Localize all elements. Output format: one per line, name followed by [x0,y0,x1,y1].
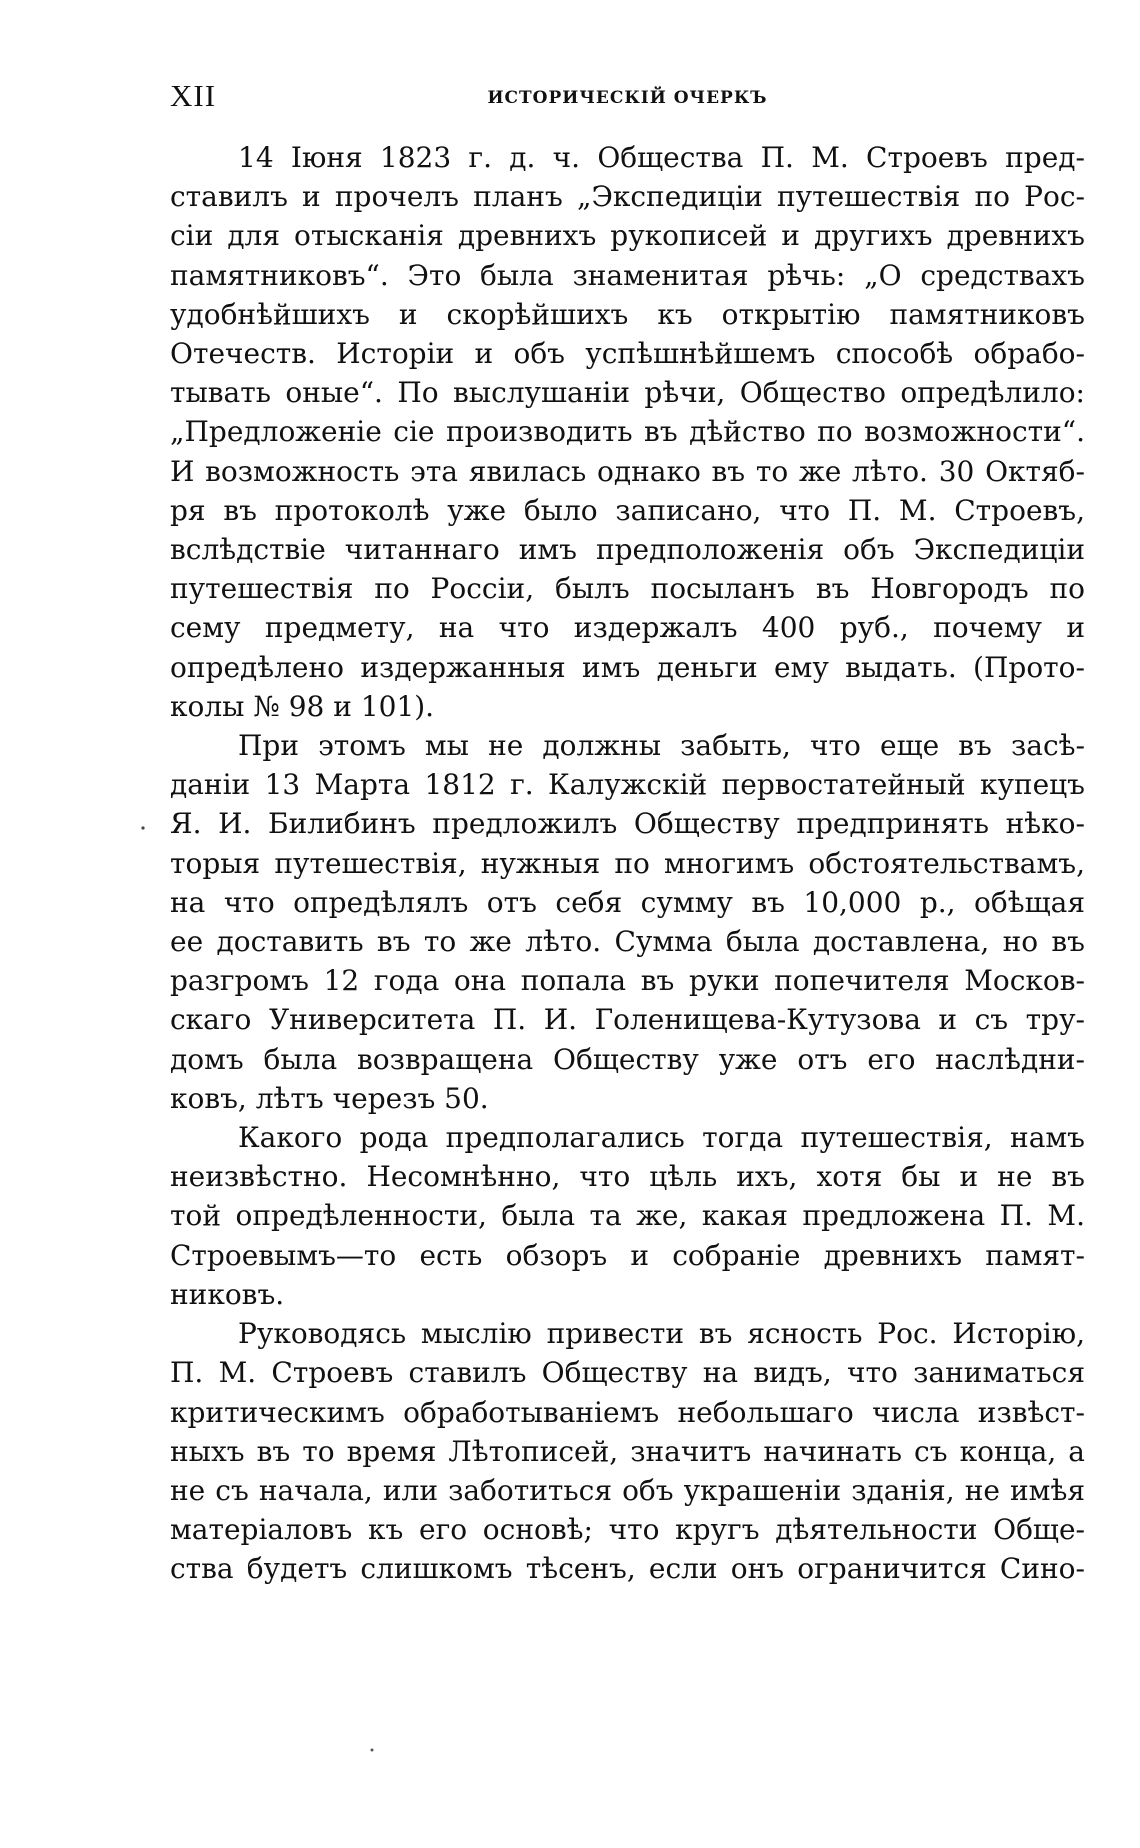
text-line: разгромъ 12 года она попала въ руки попечителя Москов- [170,964,1085,998]
text-line: ее доставить въ то же лѣто. Сумма была доставлена, но въ [170,925,1085,959]
running-head [170,78,1085,118]
text-line: торыя путешествія, нужныя по многимъ обстоятельствамъ, [170,846,1085,880]
text-line: ря въ протоколѣ уже было записано, что П. М. Строевъ, [170,493,1085,527]
text-line: ставилъ и прочелъ планъ „Экспедиціи путешествія по Рос- [170,180,1085,214]
text-line: никовъ. [170,1277,285,1311]
text-line: П. М. Строевъ ставилъ Обществу на видъ, что заниматься [170,1356,1085,1390]
text-line: той опредѣленности, была та же, какая предложена П. М. [170,1199,1085,1233]
text-line: колы № 98 и 101). [170,689,435,723]
text-line: даніи 13 Марта 1812 г. Калужскій первостатейный купецъ [170,768,1085,802]
text-line: Отечеств. Исторіи и объ успѣшнѣйшемъ способѣ обрабо- [170,337,1085,371]
text-line: Какого рода предполагались тогда путешествія, намъ [238,1121,1085,1155]
paragraph-3 [170,1118,1085,1314]
text-line: памятниковъ“. Это была знаменитая рѣчь: „О средствахъ [170,258,1085,292]
text-line: не съ начала, или заботиться объ украшеніи зданія, не имѣя [170,1473,1085,1507]
text-line: ства будетъ слишкомъ тѣсенъ, если онъ ограничится Сино- [170,1552,1085,1586]
text-line: тывать оные“. По выслушаніи рѣчи, Общество опредѣлило: [170,376,1085,410]
text-line: вслѣдствіе читаннаго имъ предположенія объ Экспедиціи [170,533,1085,567]
paragraph-2 [170,726,1085,1118]
text-line: сіи для отысканія древнихъ рукописей и другихъ древнихъ [170,219,1085,253]
text-line: на что опредѣлялъ отъ себя сумму въ 10,000 р., обѣщая [170,885,1085,919]
paragraph-4 [170,1314,1085,1588]
ink-speck [371,1749,374,1752]
page-number: XII [170,78,217,113]
text-line: 14 Іюня 1823 г. д. ч. Общества П. М. Строевъ пред- [238,141,1085,174]
text-line: скаго Университета П. И. Голенищева-Кутузова и съ тру- [170,1003,1085,1037]
text-line: опредѣлено издержанныя имъ деньги ему выдать. (Прото- [170,650,1085,684]
text-line: матеріаловъ къ его основѣ; что кругъ дѣятельности Обще- [170,1513,1085,1547]
text-line: домъ была возвращена Обществу уже отъ его наслѣдни- [170,1042,1085,1076]
text-line: сему предмету, на что издержалъ 400 руб., почему и [170,611,1085,645]
text-line: критическимъ обработываніемъ небольшаго числа извѣст- [170,1395,1085,1429]
text-line: Руководясь мыслію привести въ ясность Рос. Исторію, [238,1317,1085,1351]
text-line: При этомъ мы не должны забыть, что еще въ засѣ- [238,729,1085,763]
ink-speck [141,826,144,829]
text-line: И возможность эта явилась однако въ то же лѣто. 30 Октяб- [170,454,1085,488]
text-line: путешествія по Россіи, былъ посыланъ въ Новгородъ по [170,572,1085,606]
text-line: „Предложеніе сіе производить въ дѣйство по возможности“. [170,415,1085,449]
text-line: Я. И. Билибинъ предложилъ Обществу предпринять нѣко- [170,807,1085,841]
text-line: ныхъ въ то время Лѣтописей, значитъ начинать съ конца, а [170,1434,1085,1468]
text-line: ковъ, лѣтъ черезъ 50. [170,1081,489,1115]
text-line: неизвѣстно. Несомнѣнно, что цѣль ихъ, хотя бы и не въ [170,1160,1085,1194]
running-title: ИСТОРИЧЕСКІЙ ОЧЕРКЪ [487,88,768,108]
paragraph-1 [170,138,1085,726]
text-line: Строевымъ—то есть обзоръ и собраніе древнихъ памят- [170,1238,1085,1272]
text-line: удобнѣйшихъ и скорѣйшихъ къ открытію памятниковъ [170,297,1085,331]
body-text [170,138,1085,1589]
